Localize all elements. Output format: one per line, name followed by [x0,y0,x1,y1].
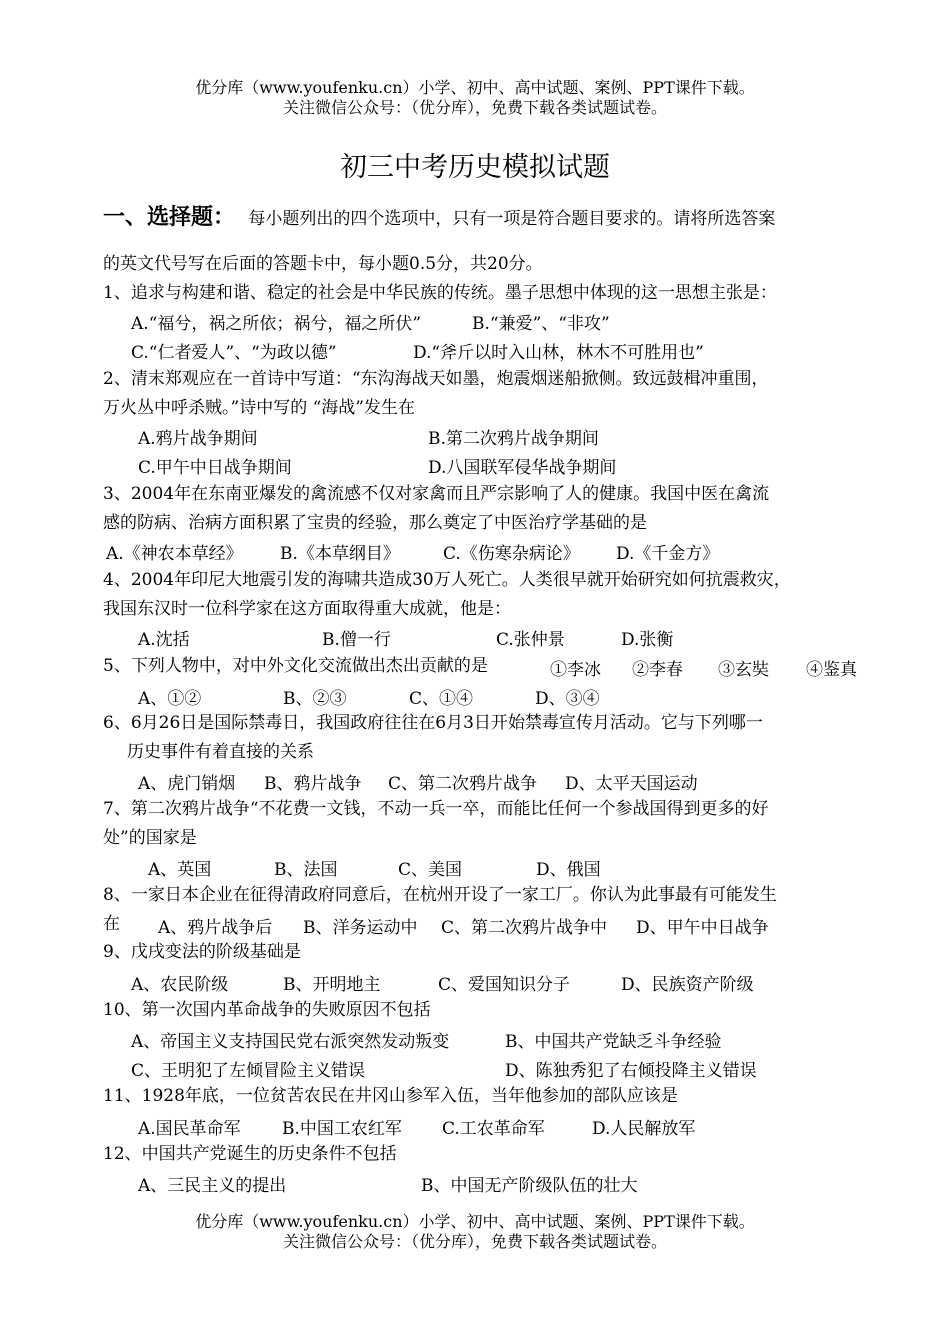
question-9-stem: 9、戊戌变法的阶级基础是 [103,942,301,962]
question-8-option-d: D、甲午中日战争 [636,918,769,938]
question-4-stem-2: 我国东汉时一位科学家在这方面取得重大成就，他是： [103,599,511,619]
question-7-stem-1: 7、第二次鸦片战争“不花费一文钱，不动一兵一卒，而能比任何一个参战国得到更多的好 [103,799,769,819]
question-2-option-b: B.第二次鸦片战争期间 [428,429,599,449]
question-11-option-d: D.人民解放军 [592,1119,696,1139]
section-intro-line-2: 的英文代号写在后面的答题卡中，每小题0.5分，共20分。 [103,254,543,274]
question-3-option-d: D.《千金方》 [616,544,720,564]
question-10-option-c: C、王明犯了左倾冒险主义错误 [131,1061,366,1081]
question-12-option-b: B、中国无产阶级队伍的壮大 [421,1176,638,1196]
question-2-option-d: D.八国联军侵华战争期间 [428,458,617,478]
question-6-option-d: D、太平天国运动 [565,774,698,794]
question-11-option-a: A.国民革命军 [138,1119,241,1139]
question-9-option-b: B、开明地主 [283,975,381,995]
header-line-1: 优分库（www.youfenku.cn）小学、初中、高中试题、案例、PPT课件下载。 [195,78,755,97]
question-6-option-c: C、第二次鸦片战争 [388,774,538,794]
question-12-option-a: A、三民主义的提出 [138,1176,287,1196]
question-4-option-b: B.僧一行 [322,630,391,650]
question-8-option-a: A、鸦片战争后 [158,918,273,938]
question-8-stem-2: 在 [103,914,120,934]
question-9-option-a: A、农民阶级 [131,975,229,995]
question-9-option-d: D、民族资产阶级 [621,975,754,995]
question-6-option-b: B、鸦片战争 [264,774,362,794]
question-2-stem-1: 2、清末郑观应在一首诗中写道：“东沟海战天如墨，炮震烟迷船掀侧。致远鼓楫冲重围， [103,369,769,389]
question-10-option-d: D、陈独秀犯了右倾投降主义错误 [505,1061,757,1081]
question-11-option-c: C.工农革命军 [442,1119,545,1139]
question-11-stem: 11、1928年底，一位贫苦农民在井冈山参军入伍，当年他参加的部队应该是 [103,1086,678,1106]
question-3-stem-1: 3、2004年在东南亚爆发的禽流感不仅对家禽而且严宗影响了人的健康。我国中医在禽流 [103,484,770,504]
question-7-option-d: D、俄国 [536,860,601,880]
question-4-option-a: A.沈括 [138,630,190,650]
question-2-option-c: C.甲午中日战争期间 [138,458,292,478]
question-5-item-1: ①李冰 [550,660,601,680]
question-2-option-a: A.鸦片战争期间 [138,429,258,449]
question-7-option-b: B、法国 [274,860,338,880]
question-8-option-c: C、第二次鸦片战争中 [441,918,608,938]
section-heading: 一、选择题： [103,205,236,230]
question-5-stem: 5、下列人物中，对中外文化交流做出杰出贡献的是 [103,656,488,676]
question-4-stem-1: 4、2004年印尼大地震引发的海啸共造成30万人死亡。人类很早就开始研究如何抗震救灾， [103,570,791,590]
page-title: 初三中考历史模拟试题 [340,152,610,183]
question-11-option-b: B.中国工农红军 [282,1119,402,1139]
question-12-stem: 12、中国共产党诞生的历史条件不包括 [103,1144,397,1164]
question-3-option-b: B.《本草纲目》 [280,544,400,564]
question-5-item-2: ②李春 [632,660,683,680]
question-5-option-d: D、③④ [535,689,600,709]
question-1-option-c: C.“仁者爱人”、“为政以德” [131,343,337,363]
question-10-option-a: A、帝国主义支持国民党右派突然发动叛变 [131,1032,450,1052]
question-10-stem: 10、第一次国内革命战争的失败原因不包括 [103,1000,431,1020]
question-2-stem-2: 万火丛中呼杀贼。”诗中写的 “海战”发生在 [103,398,415,418]
question-5-option-a: A、①② [138,689,202,709]
question-3-option-c: C.《伤寒杂病论》 [443,544,580,564]
question-9-option-c: C、爱国知识分子 [438,975,571,995]
question-7-stem-2: 处”的国家是 [103,828,197,848]
question-8-option-b: B、洋务运动中 [303,918,418,938]
question-5-item-3: ③玄奘 [718,660,769,680]
footer-line-1: 优分库（www.youfenku.cn）小学、初中、高中试题、案例、PPT课件下载。 [195,1212,755,1231]
question-1-option-d: D.“斧斤以时入山林，林木不可胜用也” [413,343,704,363]
question-6-stem-1: 6、6月26日是国际禁毒日，我国政府往往在6月3日开始禁毒宣传月活动。它与下列哪一 [103,713,763,733]
question-5-option-c: C、①④ [409,689,474,709]
question-1-stem: 1、追求与构建和谐、稳定的社会是中华民族的传统。墨子思想中体现的这一思想主张是： [103,283,777,303]
question-3-option-a: A.《神农本草经》 [106,544,243,564]
question-4-option-c: C.张仲景 [496,630,565,650]
question-5-option-b: B、②③ [283,689,347,709]
question-6-option-a: A、虎门销烟 [138,774,236,794]
question-8-stem-1: 8、一家日本企业在征得清政府同意后，在杭州开设了一家工厂。你认为此事最有可能发生 [103,885,777,905]
question-6-stem-2: 历史事件有着直接的关系 [127,742,314,762]
header-line-2: 关注微信公众号：（优分库），免费下载各类试题试卷。 [282,98,667,117]
question-3-stem-2: 感的防病、治病方面积累了宝贵的经验，那么奠定了中医治疗学基础的是 [103,513,647,533]
question-7-option-a: A、英国 [148,860,212,880]
question-1-option-b: B.“兼爱”、“非攻” [472,314,610,334]
question-1-option-a: A.“福兮，祸之所依；祸兮，福之所伏” [131,314,422,334]
question-7-option-c: C、美国 [398,860,463,880]
footer-line-2: 关注微信公众号：（优分库），免费下载各类试题试卷。 [282,1232,667,1251]
section-intro-line-1: 一、选择题： 每小题列出的四个选项中，只有一项是符合题目要求的。请将所选答案 [103,205,776,230]
question-5-item-4: ④鉴真 [806,660,857,680]
question-10-option-b: B、中国共产党缺乏斗争经验 [505,1032,722,1052]
question-4-option-d: D.张衡 [621,630,674,650]
